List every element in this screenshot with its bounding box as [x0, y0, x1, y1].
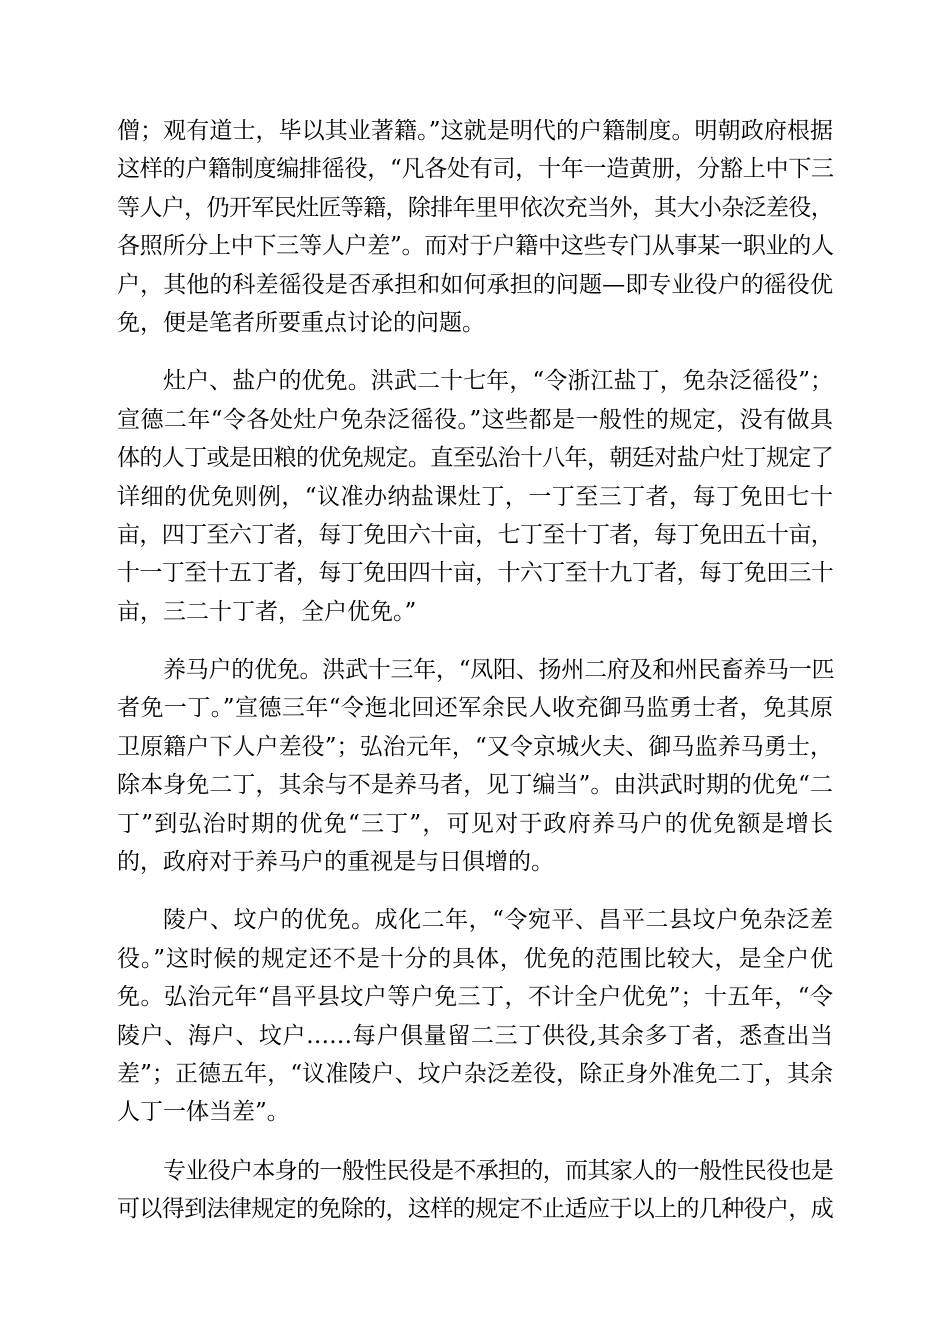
text-line: 灶户、盐户的优免。洪武二十七年，“令浙江盐丁，免杂泛徭役”；	[163, 368, 833, 395]
text-line: 可以得到法律规定的免除的，这样的规定不止适应于以上的几种役户，成	[117, 1196, 833, 1223]
text-line: 这样的户籍制度编排徭役，“凡各处有司，十年一造黄册，分豁上中下三	[117, 156, 834, 183]
paragraph-tomb-households	[117, 901, 833, 1131]
text-line: 陵户、坟户的优免。成化二年，“令宛平、昌平二县坟户免杂泛差	[163, 907, 833, 934]
paragraph-summary	[117, 1152, 833, 1229]
text-line: 人丁一体当差”。	[117, 1099, 290, 1126]
text-line: 丁”到弘治时期的优免“三丁”，可见对于政府养马户的优免额是增长	[117, 810, 833, 837]
text-line: 宣德二年“令各处灶户免杂泛徭役。”这些都是一般性的规定，没有做具	[117, 406, 833, 433]
text-line: 亩，四丁至六丁者，每丁免田六十亩，七丁至十丁者，每丁免田五十亩，	[117, 521, 833, 548]
text-line: 陵户、海户、坟户……每户俱量留二三丁供役,其余多丁者，悉查出当	[117, 1022, 833, 1049]
text-line: 卫原籍户下人户差役”；弘治元年，“又令京城火夫、御马监养马勇士，	[117, 733, 833, 760]
text-line: 专业役户本身的一般性民役是不承担的，而其家人的一般性民役也是	[163, 1157, 833, 1184]
text-line: 免。弘治元年“昌平县坟户等户免三丁，不计全户优免”；十五年，“令	[117, 984, 833, 1011]
text-line: 详细的优免则例，“议准办纳盐课灶丁，一丁至三丁者，每丁免田七十	[117, 483, 833, 510]
text-line: 的，政府对于养马户的重视是与日俱增的。	[117, 849, 554, 876]
paragraph-salt-households	[117, 362, 833, 631]
text-line: 养马户的优免。洪武十三年，“凤阳、扬州二府及和州民畜养马一匹	[163, 657, 835, 684]
paragraph-horse-households	[117, 651, 833, 881]
text-line: 役。”这时候的规定还不是十分的具体，优免的范围比较大，是全户优	[117, 945, 833, 972]
text-line: 体的人丁或是田粮的优免规定。直至弘治十八年，朝廷对盐户灶丁规定了	[117, 445, 833, 472]
text-line: 僧；观有道士，毕以其业著籍。”这就是明代的户籍制度。明朝政府根据	[117, 118, 833, 144]
text-line: 亩，三二十丁者，全户优免。”	[117, 598, 417, 625]
text-line: 免，便是笔者所要重点讨论的问题。	[117, 309, 485, 336]
text-line: 等人户，仍开军民灶匠等籍，除排年里甲依次充当外，其大小杂泛差役，	[117, 194, 833, 221]
text-line: 差”；正德五年，“议准陵户、坟户杂泛差役，除正身外准免二丁，其余	[117, 1060, 833, 1087]
text-line: 除本身免二丁，其余与不是养马者，见丁编当”。由洪武时期的优免“二	[117, 772, 833, 799]
text-line: 者免一丁。”宣德三年“令迤北回还军余民人收充御马监勇士者，免其原	[117, 695, 833, 722]
text-line: 各照所分上中下三等人户差”。而对于户籍中这些专门从事某一职业的人	[117, 233, 834, 260]
text-line: 十一丁至十五丁者，每丁免田四十亩，十六丁至十九丁者，每丁免田三十	[117, 560, 833, 587]
text-line: 户，其他的科差徭役是否承担和如何承担的问题—即专业役户的徭役优	[117, 271, 833, 298]
paragraph-household-registration	[117, 112, 833, 342]
body-text	[117, 112, 833, 1249]
